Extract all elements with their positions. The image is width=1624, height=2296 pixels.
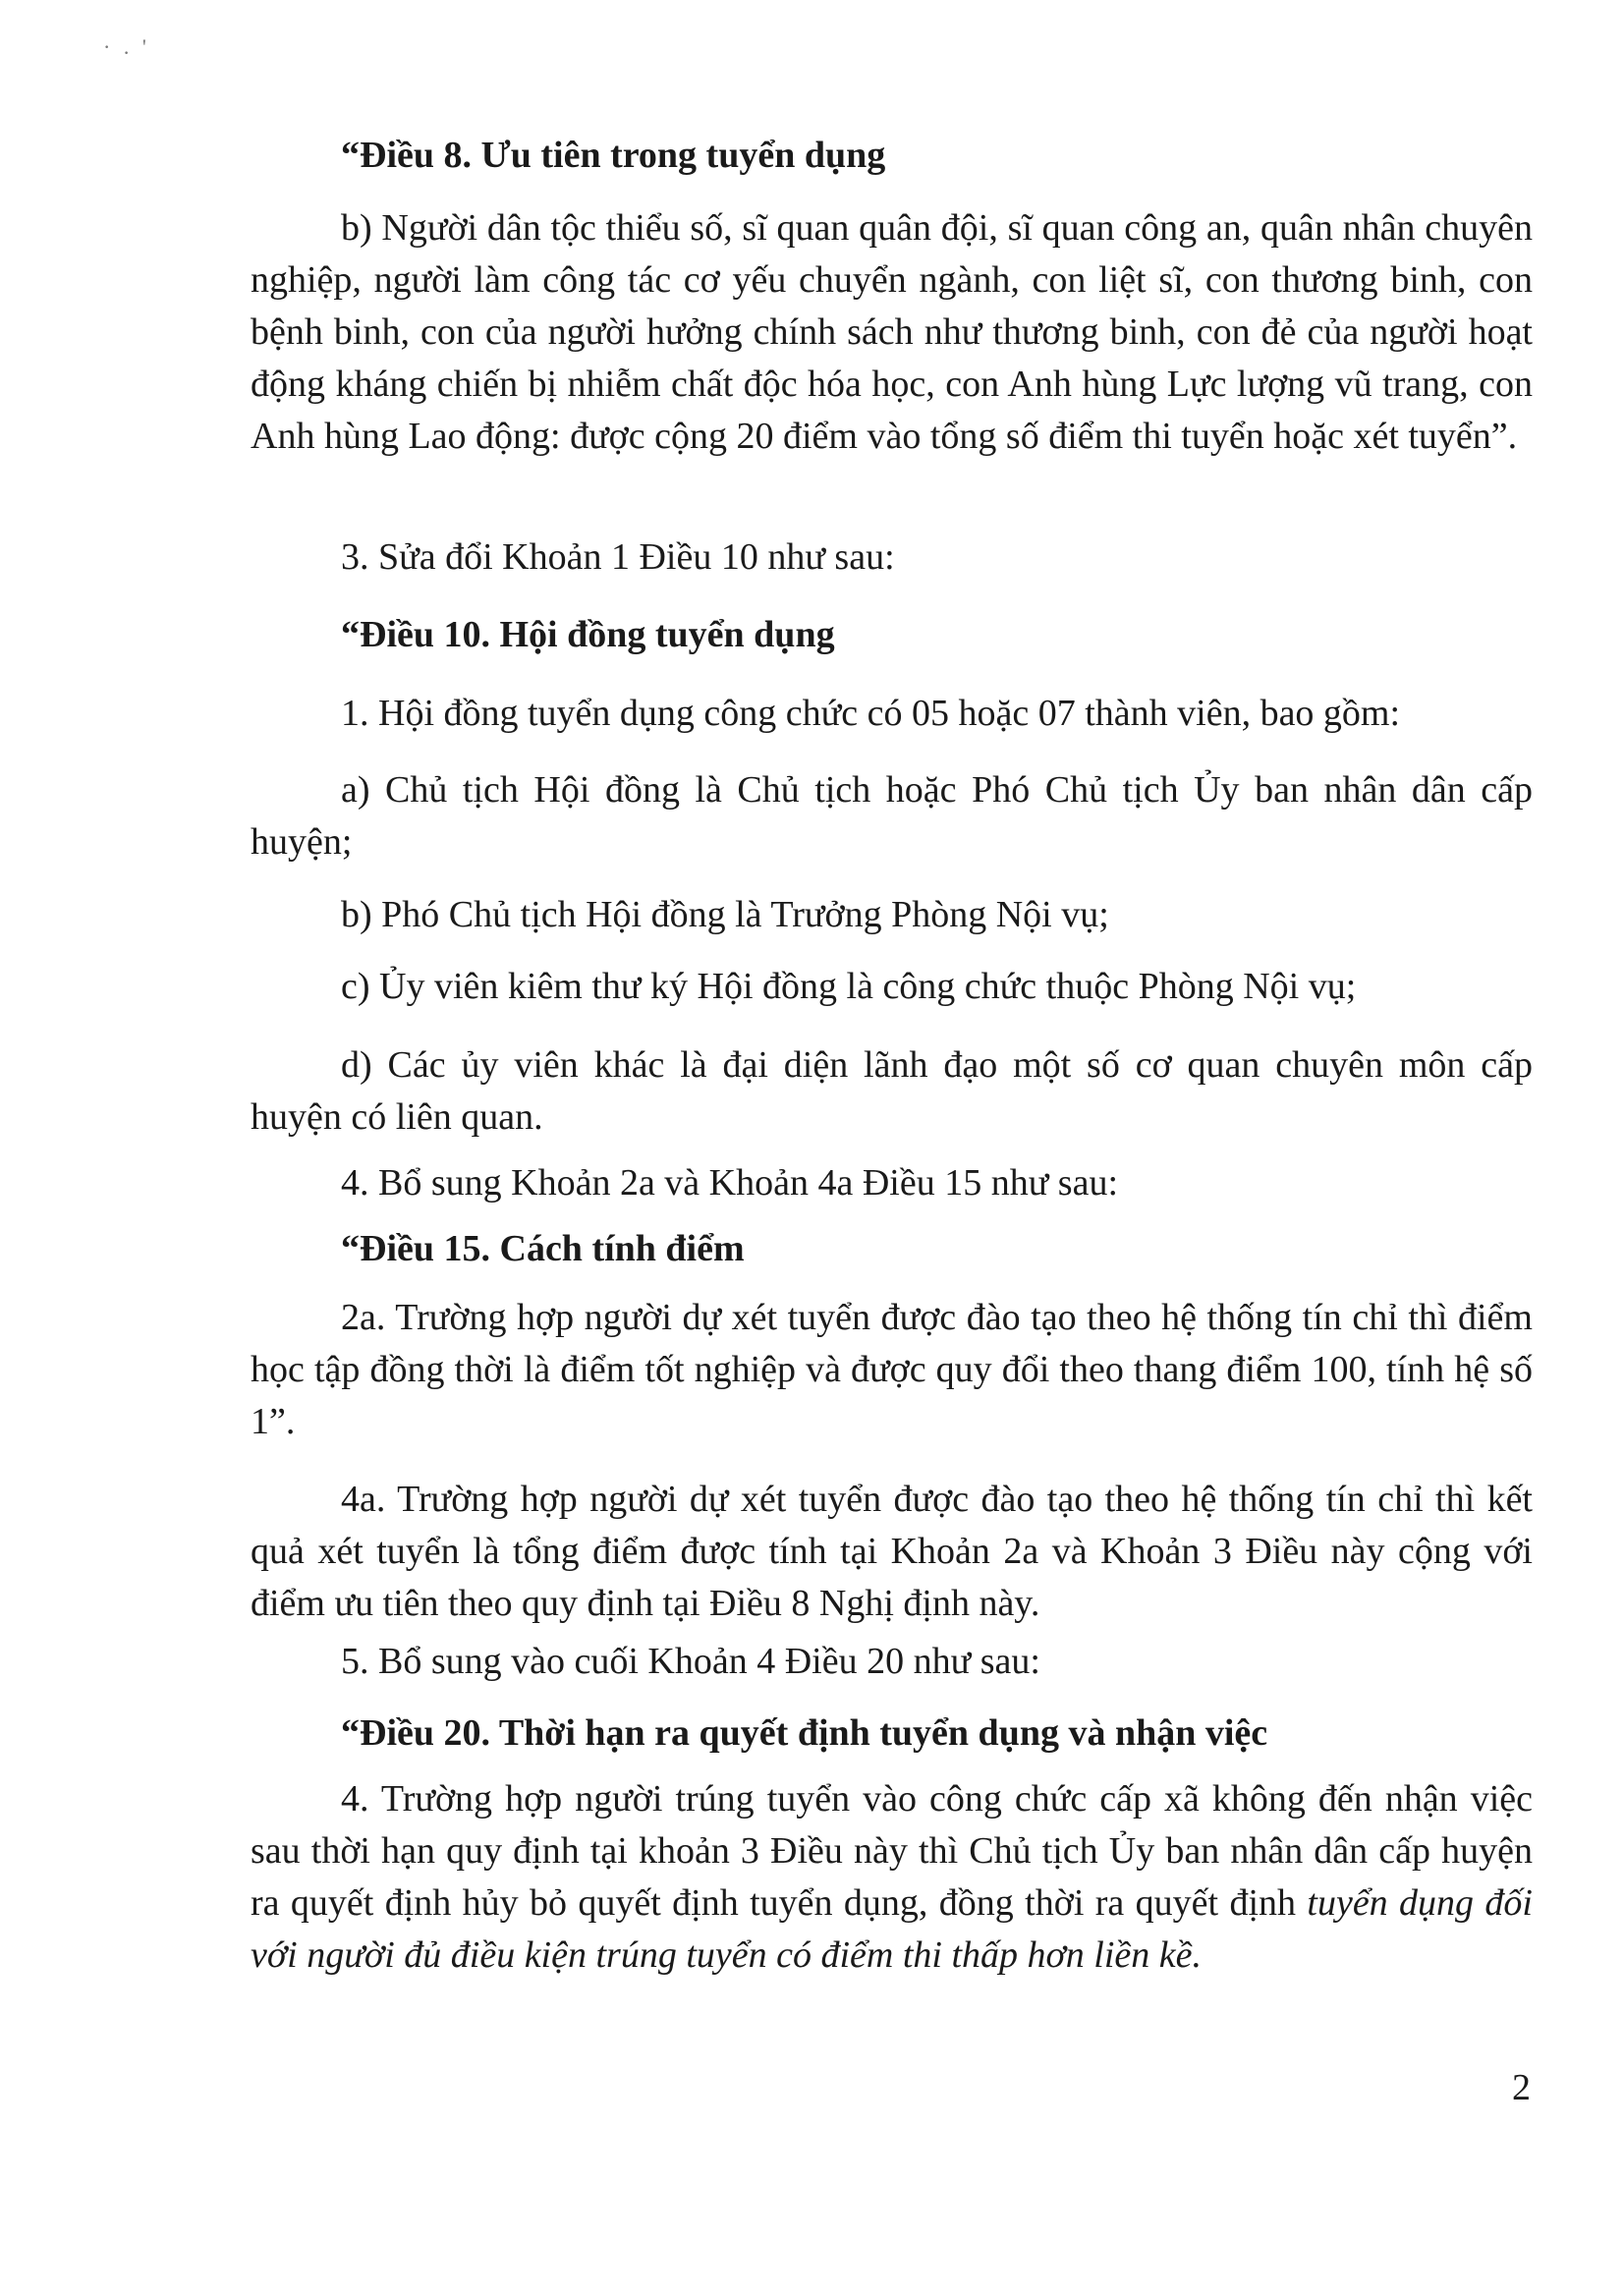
article-20-heading: “Điều 20. Thời hạn ra quyết định tuyển dụng và nhận việc <box>341 1712 1268 1754</box>
article-10-point-d: d) Các ủy viên khác là đại diện lãnh đạo một số cơ quan chuyên môn cấp huyện có liên quan. <box>251 1044 1533 1138</box>
article-10-point-a: a) Chủ tịch Hội đồng là Chủ tịch hoặc Phó Chủ tịch Ủy ban nhân dân cấp huyện; <box>251 769 1533 863</box>
item-4-paragraph: 4. Bổ sung Khoản 2a và Khoản 4a Điều 15 như sau: <box>341 1162 1119 1204</box>
item-5-paragraph: 5. Bổ sung vào cuối Khoản 4 Điều 20 như sau: <box>341 1641 1040 1682</box>
article-8-point-b: b) Người dân tộc thiểu số, sĩ quan quân đội, sĩ quan công an, quân nhân chuyên nghiệp, người làm công tác cơ yếu chuyển ngành, con liệt sĩ, con thương binh, con bệnh binh, con của người hưởng chính sách như thương binh, con đẻ của người hoạt động kháng chiến bị nhiễm chất độc hóa học, con Anh hùng Lực lượng vũ trang, con Anh hùng Lao động: được cộng 20 điểm vào tổng số điểm thi tuyển hoặc xét tuyển”. <box>251 207 1533 457</box>
article-20-clause-4 <box>251 1773 1533 1982</box>
article-20-clause-4-text: 4. Trường hợp người trúng tuyển vào công chức cấp xã không đến nhận việc sau thời hạn quy định tại khoản 3 Điều này thì Chủ tịch Ủy ban nhân dân cấp huyện ra quyết định hủy bỏ quyết định tuyển dụng, đồng thời ra quyết định <box>251 1778 1533 1924</box>
article-20-clause-4-italic-text: tuyển dụng đối với người đủ điều kiện trúng tuyển có điểm thi thấp hơn liền kề. <box>251 1882 1533 1976</box>
item-3-paragraph: 3. Sửa đổi Khoản 1 Điều 10 như sau: <box>341 536 895 578</box>
article-10-point-b: b) Phó Chủ tịch Hội đồng là Trưởng Phòng Nội vụ; <box>341 894 1109 935</box>
article-15-clause-4a: 4a. Trường hợp người dự xét tuyển được đào tạo theo hệ thống tín chỉ thì kết quả xét tuyển là tổng điểm được tính tại Khoản 2a và Khoản 3 Điều này cộng với điểm ưu tiên theo quy định tại Điều 8 Nghị định này. <box>251 1479 1533 1624</box>
scan-marks: · . ' <box>103 34 150 59</box>
page-number: 2 <box>1512 2067 1531 2108</box>
article-10-clause-1: 1. Hội đồng tuyển dụng công chức có 05 hoặc 07 thành viên, bao gồm: <box>341 693 1401 734</box>
article-10-heading: “Điều 10. Hội đồng tuyển dụng <box>341 614 835 655</box>
article-8-heading: “Điều 8. Ưu tiên trong tuyển dụng <box>341 135 886 176</box>
article-15-heading: “Điều 15. Cách tính điểm <box>341 1228 745 1269</box>
article-10-point-c: c) Ủy viên kiêm thư ký Hội đồng là công chức thuộc Phòng Nội vụ; <box>341 966 1357 1007</box>
article-15-clause-2a: 2a. Trường hợp người dự xét tuyển được đào tạo theo hệ thống tín chỉ thì điểm học tập đồng thời là điểm tốt nghiệp và được quy đổi theo thang điểm 100, tính hệ số 1”. <box>251 1297 1533 1442</box>
